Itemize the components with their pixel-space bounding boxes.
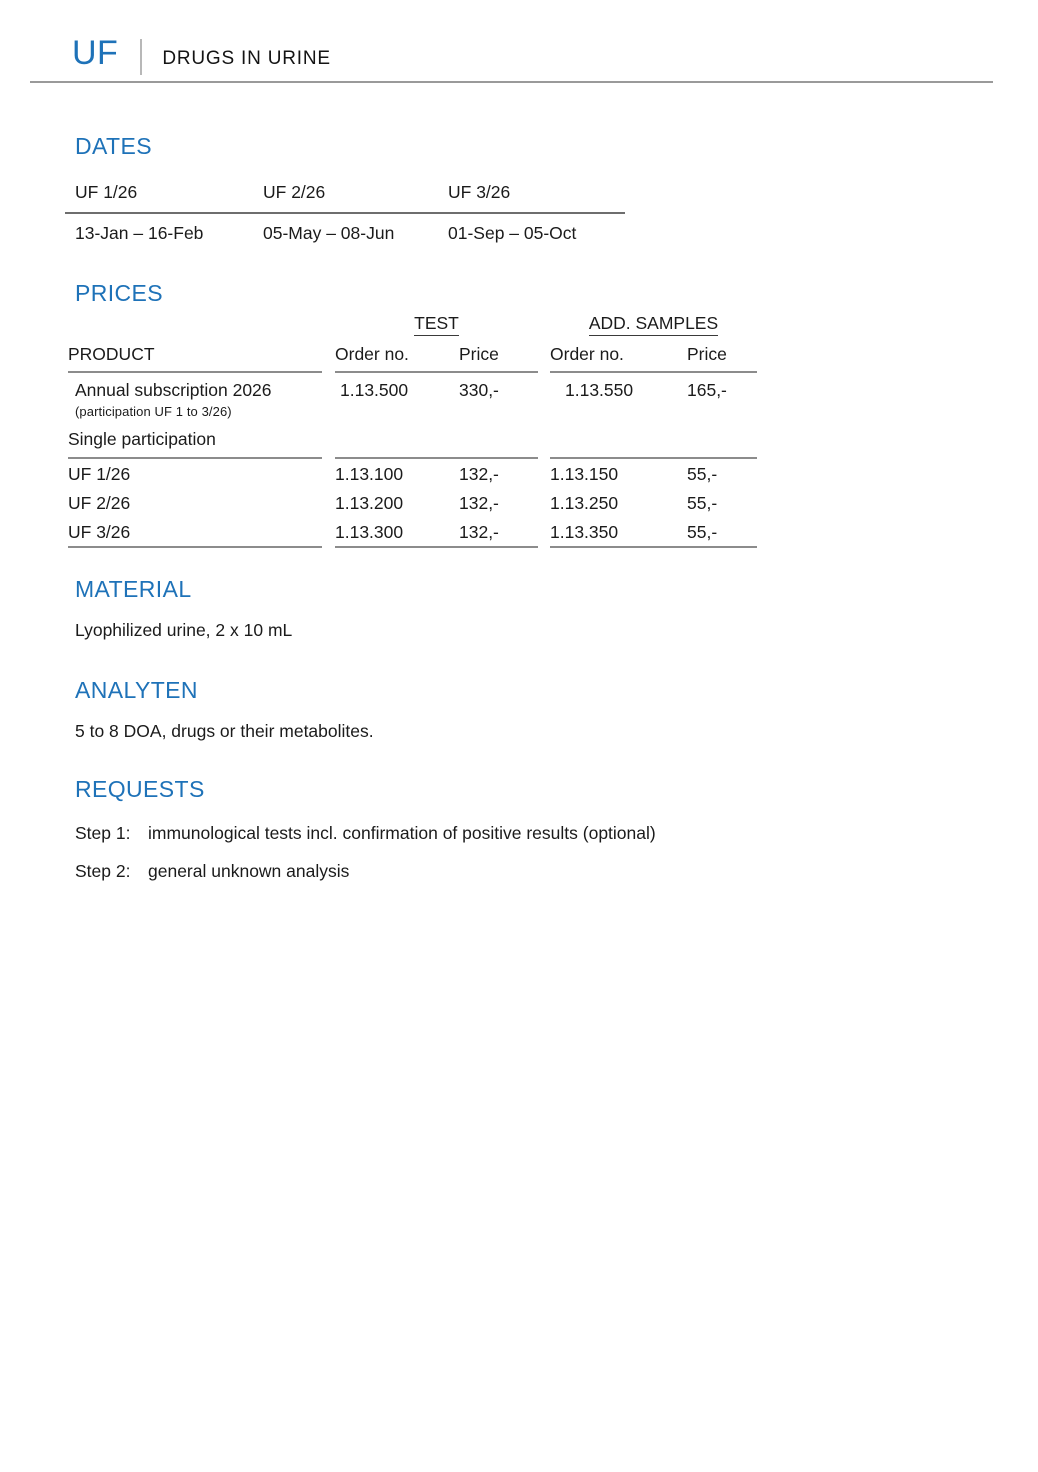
prices-table — [68, 312, 978, 548]
header-rule — [30, 81, 993, 83]
table-row-product — [68, 373, 322, 425]
dates-round-name: UF 2/26 — [263, 182, 326, 202]
page-title: DRUGS IN URINE — [162, 48, 331, 69]
table-rule — [550, 546, 757, 548]
section-analyten — [75, 677, 978, 742]
add-samples-price: 165,- — [687, 380, 727, 400]
page-header — [0, 36, 1038, 83]
step-text: general unknown analysis — [148, 861, 350, 881]
header-row — [72, 36, 993, 72]
dates-heading: DATES — [75, 133, 152, 159]
add-samples-order-no: 1.13.550 — [565, 380, 634, 400]
material-heading: MATERIAL — [75, 576, 192, 602]
step-label: Step 1: — [75, 823, 131, 843]
prices-heading: PRICES — [75, 280, 164, 306]
test-order-no: 1.13.200 — [335, 493, 404, 513]
add-samples-price: 55,- — [687, 522, 718, 542]
dates-range-row — [65, 214, 625, 244]
dates-range: 13-Jan – 16-Feb — [75, 223, 204, 243]
add-samples-order-no: 1.13.350 — [550, 522, 619, 542]
column-header-price: Price — [459, 344, 499, 364]
analyten-text: 5 to 8 DOA, drugs or their metabolites. — [75, 721, 374, 741]
group-header-add-samples — [550, 312, 757, 341]
product-name: UF 3/26 — [68, 522, 131, 542]
column-header-price: Price — [687, 344, 727, 364]
dates-round-name: UF 3/26 — [448, 182, 511, 202]
product-note: (participation UF 1 to 3/26) — [75, 404, 232, 419]
section-requests — [75, 776, 978, 882]
subheader-single-participation: Single participation — [68, 429, 216, 449]
test-price: 132,- — [459, 464, 499, 484]
dates-range: 05-May – 08-Jun — [263, 223, 395, 243]
add-samples-price: 55,- — [687, 464, 718, 484]
test-order-no: 1.13.100 — [335, 464, 404, 484]
step-text: immunological tests incl. confirmation of positive results (optional) — [148, 823, 656, 843]
table-rule — [335, 546, 538, 548]
test-price: 132,- — [459, 522, 499, 542]
add-samples-order-no: 1.13.150 — [550, 464, 619, 484]
requests-heading: REQUESTS — [75, 776, 205, 802]
dates-header-row — [65, 181, 625, 214]
section-prices — [68, 280, 978, 548]
group-header-add-samples-label: ADD. SAMPLES — [589, 312, 718, 336]
test-price: 132,- — [459, 493, 499, 513]
header-divider — [140, 39, 142, 75]
step-label: Step 2: — [75, 861, 131, 881]
page-content — [68, 133, 978, 882]
analyten-heading: ANALYTEN — [75, 677, 198, 703]
table-rule — [68, 546, 322, 548]
column-header-order-no: Order no. — [550, 344, 624, 364]
add-samples-price: 55,- — [687, 493, 718, 513]
product-name: Annual subscription 2026 — [75, 380, 272, 400]
dates-table — [65, 181, 625, 244]
section-dates — [75, 133, 978, 244]
group-header-test — [335, 312, 538, 341]
material-text: Lyophilized urine, 2 x 10 mL — [75, 620, 293, 640]
dates-range: 01-Sep – 05-Oct — [448, 223, 577, 243]
column-header-product: PRODUCT — [68, 344, 155, 364]
test-order-no: 1.13.300 — [335, 522, 404, 542]
request-step — [75, 860, 978, 882]
column-header-order-no: Order no. — [335, 344, 409, 364]
product-name: UF 2/26 — [68, 493, 131, 513]
section-material — [75, 576, 978, 641]
request-steps — [75, 822, 978, 882]
scheme-code: UF — [72, 34, 119, 72]
group-header-test-label: TEST — [414, 312, 459, 336]
test-price: 330,- — [459, 380, 499, 400]
dates-round-name: UF 1/26 — [75, 182, 138, 202]
add-samples-order-no: 1.13.250 — [550, 493, 619, 513]
test-order-no: 1.13.500 — [340, 380, 409, 400]
product-name: UF 1/26 — [68, 464, 131, 484]
request-step — [75, 822, 978, 844]
